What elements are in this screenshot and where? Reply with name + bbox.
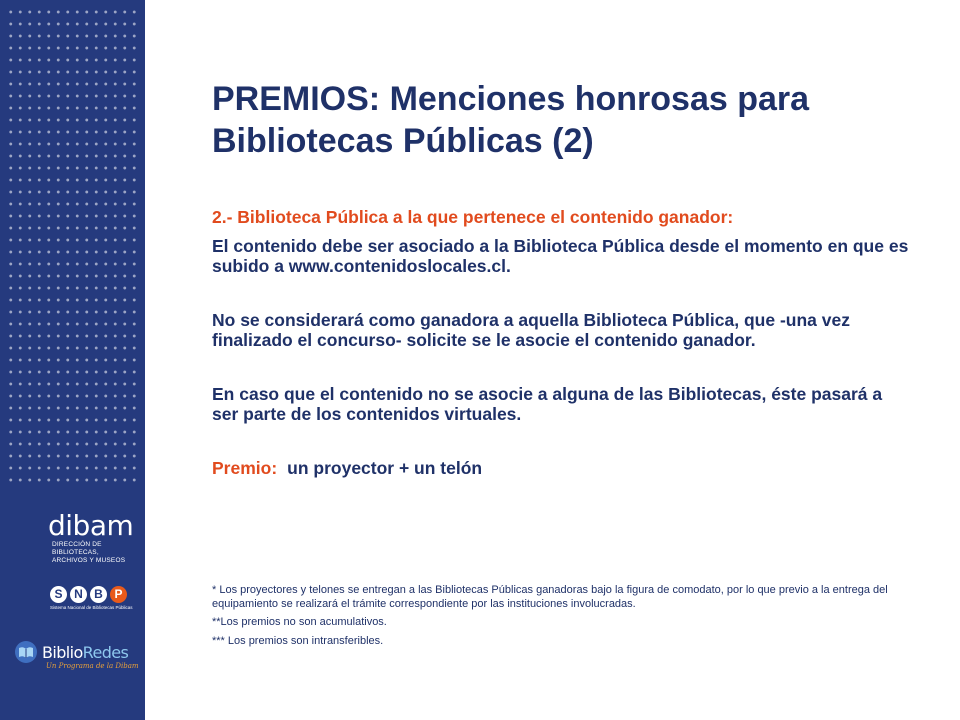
snbp-letter-p: P [110,586,127,603]
footnote-intransferibles: *** Los premios son intransferibles. [212,634,384,647]
paragraph-exclusion: No se considerará como ganadora a aquella Biblioteca Pública, que -una vez finalizado el concurso- solicite se le asocie el contenido ganador. [212,310,850,350]
snbp-logo [50,586,133,616]
book-icon [14,640,38,664]
snbp-subtitle: Sistema Nacional de Bibliotecas Públicas [50,605,133,610]
dibam-subtitle-line1: DIRECCIÓN DE BIBLIOTECAS, [52,541,102,556]
prize-label: Premio: [212,458,278,478]
snbp-letter-n: N [70,586,87,603]
biblioredes-logo [14,640,142,684]
slide-body [212,207,912,478]
dibam-subtitle [52,541,140,565]
dibam-wordmark: dibam [48,509,134,542]
dibam-logo [48,509,140,564]
prize-line [212,458,912,478]
slide-title: PREMIOS: Menciones honrosas para Bibliotecas Públicas (2) [212,80,810,160]
section-heading: 2.- Biblioteca Pública a la que pertenece el contenido ganador: [212,207,734,227]
paragraph-association: El contenido debe ser asociado a la Biblioteca Pública desde el momento en que es subido a www.contenidoslocales.cl. [212,236,909,276]
redes-word: Redes [82,642,129,662]
sidebar-panel [0,0,145,720]
dibam-subtitle-line2: ARCHIVOS Y MUSEOS [52,557,126,564]
footnote-acumulativos: **Los premios no son acumulativos. [212,616,387,628]
paragraph-virtual: En caso que el contenido no se asocie a alguna de las Bibliotecas, éste pasará a ser parte de los contenidos virtuales. [212,384,883,424]
snbp-letter-b: B [90,586,107,603]
snbp-letters [50,586,130,603]
prize-value: un proyector + un telón [287,458,483,478]
biblio-word: Biblio [42,642,83,662]
footnote-comodato: * Los proyectores y telones se entregan a las Bibliotecas Públicas ganadoras bajo la figura de comodato, por lo que previo a la entrega del equipamiento se realizará el trámite correspondiente por las instituciones involucradas. [212,584,888,610]
biblioredes-tagline: Un Programa de la Dibam [46,662,139,670]
footnotes [212,584,912,653]
dot-pattern [6,6,142,484]
snbp-letter-s: S [50,586,67,603]
